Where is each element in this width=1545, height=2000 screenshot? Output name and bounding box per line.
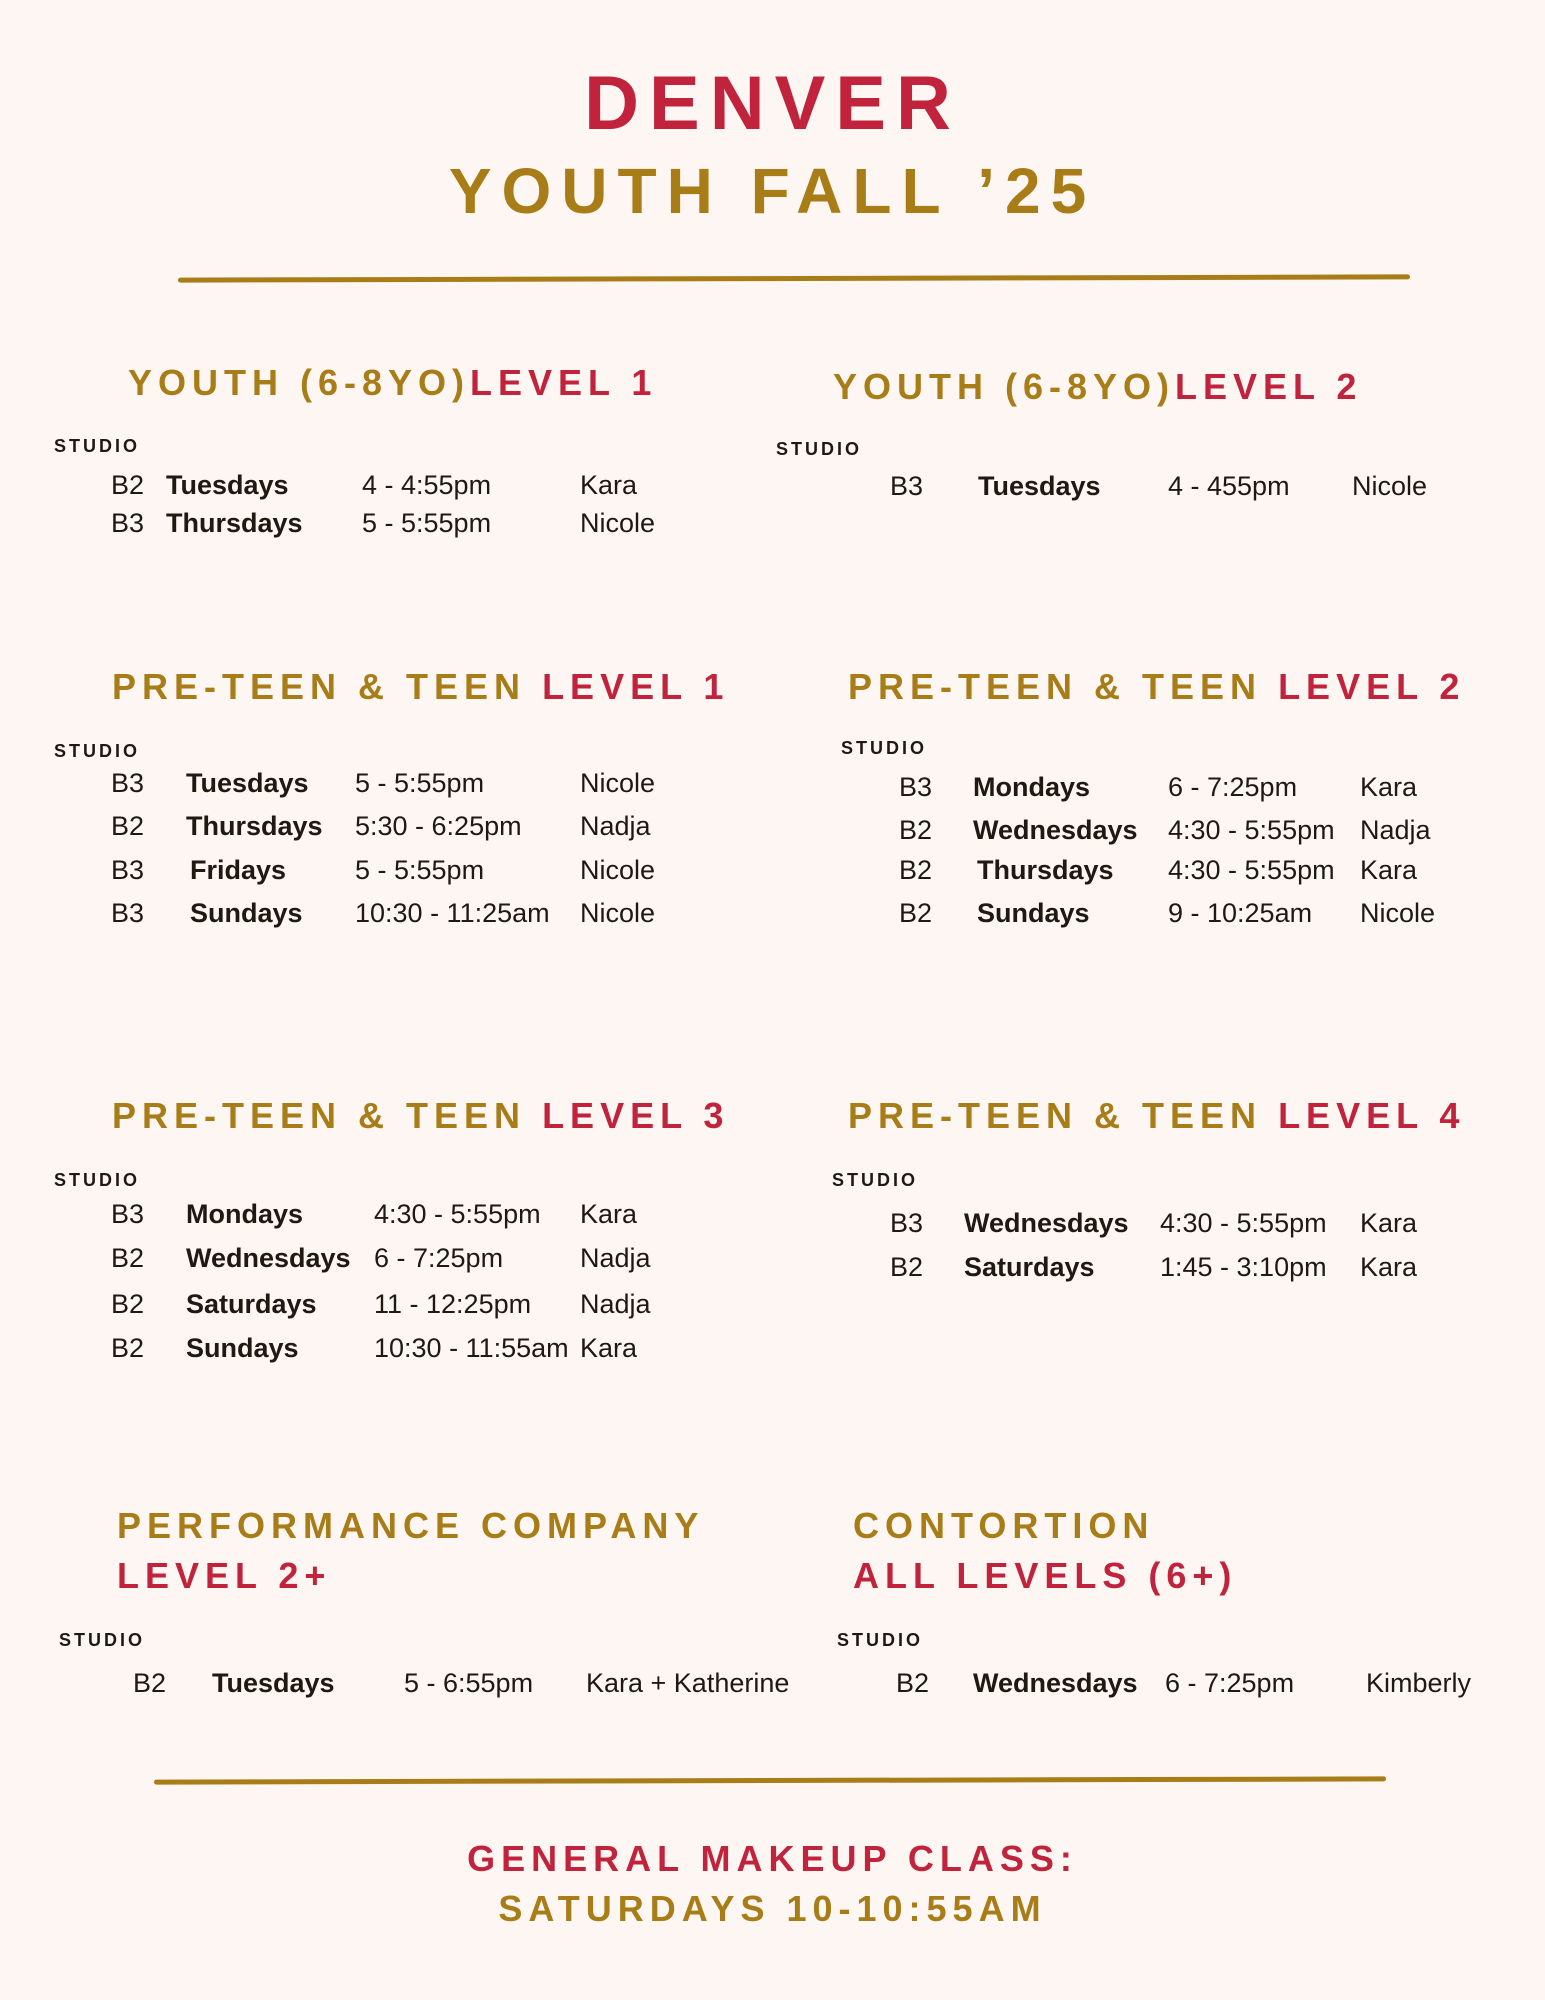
section-title-part2: LEVEL 4: [1278, 1095, 1466, 1136]
instructor-cell: Nadja: [580, 1243, 651, 1273]
instructor-cell: Kimberly: [1366, 1668, 1472, 1698]
studio-cell: B2: [111, 811, 145, 841]
time-cell: 4 - 455pm: [1168, 471, 1290, 501]
day-cell: Tuesdays: [212, 1668, 335, 1698]
time-cell: 10:30 - 11:25am: [355, 898, 550, 928]
day-cell: Sundays: [186, 1333, 299, 1363]
instructor-cell: Kara: [1360, 772, 1418, 802]
section-title: [112, 662, 729, 712]
studio-column-label: STUDIO: [841, 738, 928, 758]
section-title-part1: PRE-TEEN & TEEN: [112, 666, 527, 707]
instructor-cell: Kara: [580, 1333, 638, 1363]
studio-cell: B2: [111, 1333, 145, 1363]
studio-cell: B3: [899, 772, 933, 802]
section-title-part2: LEVEL 2: [1278, 666, 1466, 707]
instructor-cell: Nadja: [1360, 815, 1431, 845]
section-title: [128, 358, 657, 408]
day-cell: Wednesdays: [973, 1668, 1138, 1698]
studio-cell: B3: [890, 1208, 924, 1238]
section-title-part2: LEVEL 2: [1175, 366, 1363, 407]
day-cell: Fridays: [190, 855, 287, 885]
studio-cell: B2: [899, 898, 933, 928]
instructor-cell: Nadja: [580, 811, 651, 841]
studio-cell: B2: [111, 470, 145, 500]
section-title: [848, 1091, 1465, 1141]
instructor-cell: Kara: [1360, 1252, 1418, 1282]
time-cell: 4:30 - 5:55pm: [1168, 855, 1335, 885]
time-cell: 1:45 - 3:10pm: [1160, 1252, 1327, 1282]
section-title-part2: LEVEL 3: [542, 1095, 730, 1136]
time-cell: 6 - 7:25pm: [1168, 772, 1298, 802]
divider-top: [178, 274, 1410, 282]
instructor-cell: Nicole: [580, 855, 656, 885]
section-title-part1: PRE-TEEN & TEEN: [848, 1095, 1263, 1136]
studio-cell: B3: [111, 768, 145, 798]
studio-column-label: STUDIO: [776, 439, 863, 459]
day-cell: Tuesdays: [166, 470, 289, 500]
instructor-cell: Kara: [1360, 855, 1418, 885]
time-cell: 5 - 5:55pm: [355, 768, 485, 798]
day-cell: Thursdays: [977, 855, 1114, 885]
studio-column-label: STUDIO: [54, 1170, 141, 1190]
studio-cell: B3: [111, 898, 145, 928]
studio-cell: B2: [111, 1243, 145, 1273]
instructor-cell: Nicole: [580, 768, 656, 798]
studio-column-label: STUDIO: [54, 741, 141, 761]
studio-column-label: STUDIO: [54, 436, 141, 456]
section-title-part2: ALL LEVELS (6+): [853, 1555, 1238, 1596]
section-title: [112, 1091, 729, 1141]
section-title-part2: LEVEL 1: [542, 666, 730, 707]
studio-cell: B2: [899, 815, 933, 845]
section-title-part2: LEVEL 2+: [117, 1555, 332, 1596]
day-cell: Thursdays: [186, 811, 323, 841]
time-cell: 4 - 4:55pm: [362, 470, 492, 500]
studio-cell: B3: [111, 508, 145, 538]
time-cell: 11 - 12:25pm: [374, 1289, 532, 1319]
day-cell: Mondays: [186, 1199, 304, 1229]
studio-cell: B2: [896, 1668, 930, 1698]
makeup-class-title: GENERAL MAKEUP CLASS:: [467, 1838, 1078, 1879]
time-cell: 5 - 5:55pm: [362, 508, 492, 538]
time-cell: 4:30 - 5:55pm: [1168, 815, 1335, 845]
studio-cell: B3: [111, 855, 145, 885]
day-cell: Saturdays: [964, 1252, 1095, 1282]
section-title: [848, 662, 1465, 712]
page-subtitle: YOUTH FALL ’25: [448, 155, 1097, 227]
section-title-part1: YOUTH (6-8YO): [833, 366, 1176, 407]
day-cell: Sundays: [190, 898, 303, 928]
divider-bottom: [154, 1776, 1386, 1784]
makeup-class-time: SATURDAYS 10-10:55AM: [498, 1888, 1047, 1929]
instructor-cell: Kara: [580, 1199, 638, 1229]
instructor-cell: Kara: [580, 470, 638, 500]
instructor-cell: Nicole: [580, 898, 656, 928]
section-title-part1: PERFORMANCE COMPANY: [117, 1505, 705, 1546]
studio-cell: B2: [111, 1289, 145, 1319]
day-cell: Wednesdays: [186, 1243, 351, 1273]
instructor-cell: Nadja: [580, 1289, 651, 1319]
studio-cell: B2: [133, 1668, 167, 1698]
time-cell: 6 - 7:25pm: [374, 1243, 504, 1273]
studio-cell: B3: [890, 471, 924, 501]
instructor-cell: Kara + Katherine: [586, 1668, 790, 1698]
studio-cell: B2: [899, 855, 933, 885]
section-title-part1: PRE-TEEN & TEEN: [848, 666, 1263, 707]
instructor-cell: Kara: [1360, 1208, 1418, 1238]
day-cell: Thursdays: [166, 508, 303, 538]
day-cell: Wednesdays: [964, 1208, 1129, 1238]
studio-cell: B2: [890, 1252, 924, 1282]
section-title: [833, 362, 1362, 412]
section-title-part1: CONTORTION: [853, 1505, 1155, 1546]
time-cell: 4:30 - 5:55pm: [374, 1199, 541, 1229]
day-cell: Saturdays: [186, 1289, 317, 1319]
time-cell: 6 - 7:25pm: [1165, 1668, 1295, 1698]
studio-cell: B3: [111, 1199, 145, 1229]
studio-column-label: STUDIO: [59, 1630, 146, 1650]
instructor-cell: Nicole: [580, 508, 656, 538]
section-title-part1: PRE-TEEN & TEEN: [112, 1095, 527, 1136]
time-cell: 5 - 6:55pm: [404, 1668, 534, 1698]
day-cell: Sundays: [977, 898, 1090, 928]
studio-column-label: STUDIO: [837, 1630, 924, 1650]
day-cell: Tuesdays: [978, 471, 1101, 501]
time-cell: 5 - 5:55pm: [355, 855, 485, 885]
section-title-part1: YOUTH (6-8YO): [128, 362, 471, 403]
time-cell: 9 - 10:25am: [1168, 898, 1313, 928]
time-cell: 10:30 - 11:55am: [374, 1333, 569, 1363]
section-title-part2: LEVEL 1: [470, 362, 658, 403]
day-cell: Tuesdays: [186, 768, 309, 798]
page-title: DENVER: [584, 61, 961, 146]
time-cell: 5:30 - 6:25pm: [355, 811, 522, 841]
studio-column-label: STUDIO: [832, 1170, 919, 1190]
time-cell: 4:30 - 5:55pm: [1160, 1208, 1327, 1238]
instructor-cell: Nicole: [1352, 471, 1428, 501]
day-cell: Wednesdays: [973, 815, 1138, 845]
day-cell: Mondays: [973, 772, 1091, 802]
instructor-cell: Nicole: [1360, 898, 1436, 928]
